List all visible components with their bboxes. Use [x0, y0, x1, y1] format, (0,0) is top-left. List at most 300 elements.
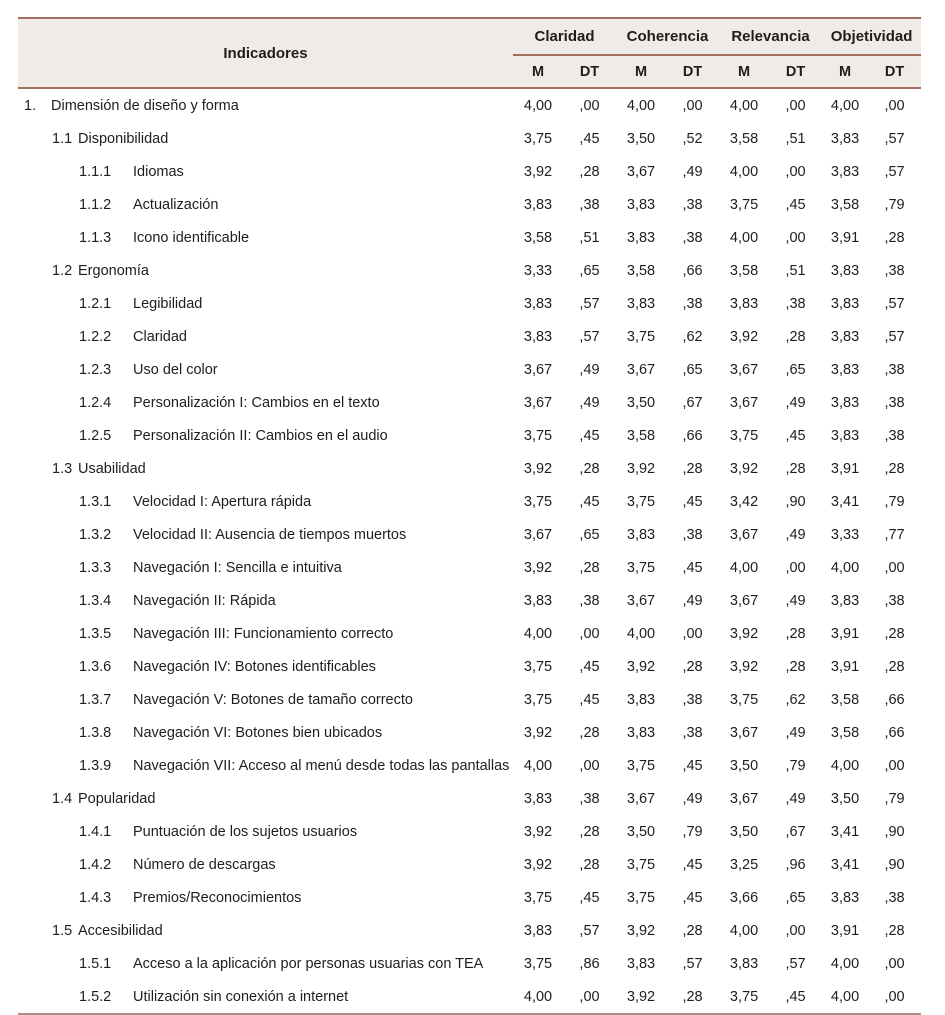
value-claridad-m: 4,00 [523, 625, 553, 642]
value-objetividad-dt: ,00 [884, 559, 905, 576]
value-relevancia-dt: ,67 [785, 823, 806, 840]
value-objetividad-dt: ,57 [884, 328, 905, 345]
value-relevancia-dt: ,51 [785, 130, 806, 147]
value-claridad-dt: ,45 [579, 691, 600, 708]
value-objetividad-dt: ,00 [884, 988, 905, 1005]
value-coherencia-m: 3,75 [626, 559, 656, 576]
value-claridad-dt: ,00 [579, 97, 600, 114]
value-claridad-m: 3,92 [523, 163, 553, 180]
indicator-code: 1.3.5 [79, 625, 112, 642]
value-objetividad-m: 3,91 [830, 625, 860, 642]
indicator-label-cell [18, 122, 513, 155]
value-coherencia-m: 3,67 [626, 361, 656, 378]
value-claridad-m: 3,75 [523, 658, 553, 675]
indicator-label-cell [18, 221, 513, 254]
category-row [18, 122, 921, 155]
value-coherencia-m: 3,92 [626, 988, 656, 1005]
indicator-row [18, 155, 921, 188]
indicator-label: Legibilidad [133, 295, 203, 312]
category-row [18, 914, 921, 947]
value-objetividad-m: 3,41 [830, 493, 860, 510]
value-relevancia-m: 4,00 [729, 229, 759, 246]
value-claridad-dt: ,38 [579, 196, 600, 213]
table-body [18, 88, 921, 1014]
value-relevancia-m: 3,92 [729, 658, 759, 675]
value-objetividad-m: 3,83 [830, 394, 860, 411]
value-claridad-m: 3,92 [523, 460, 553, 477]
value-relevancia-m: 3,67 [729, 361, 759, 378]
value-coherencia-dt: ,45 [682, 493, 703, 510]
indicator-row [18, 815, 921, 848]
value-relevancia-m: 4,00 [729, 922, 759, 939]
indicator-row [18, 617, 921, 650]
value-claridad-dt: ,00 [579, 757, 600, 774]
value-objetividad-m: 3,91 [830, 460, 860, 477]
indicator-label-cell [18, 155, 513, 188]
header-sub-dt: DT [666, 55, 719, 88]
indicator-label-cell [18, 980, 513, 1014]
indicator-code: 1.3.8 [79, 724, 112, 741]
value-claridad-m: 3,83 [523, 196, 553, 213]
value-objetividad-dt: ,00 [884, 955, 905, 972]
value-claridad-m: 3,83 [523, 790, 553, 807]
value-objetividad-dt: ,66 [884, 724, 905, 741]
value-relevancia-dt: ,00 [785, 559, 806, 576]
header-group-objetividad: Objetividad [822, 18, 921, 55]
value-claridad-dt: ,28 [579, 724, 600, 741]
value-coherencia-m: 3,83 [626, 526, 656, 543]
value-relevancia-m: 3,75 [729, 427, 759, 444]
value-objetividad-m: 3,41 [830, 856, 860, 873]
indicator-code: 1.3.7 [79, 691, 112, 708]
indicator-row [18, 584, 921, 617]
value-relevancia-m: 4,00 [729, 97, 759, 114]
header-sub-dt: DT [563, 55, 616, 88]
value-objetividad-m: 3,58 [830, 691, 860, 708]
value-claridad-m: 3,83 [523, 295, 553, 312]
value-coherencia-dt: ,38 [682, 691, 703, 708]
category-row [18, 452, 921, 485]
value-relevancia-dt: ,49 [785, 790, 806, 807]
value-relevancia-dt: ,28 [785, 328, 806, 345]
indicator-label: Navegación III: Funcionamiento correcto [133, 625, 394, 642]
indicator-row [18, 980, 921, 1014]
value-relevancia-m: 3,67 [729, 526, 759, 543]
indicator-code: 1.5.1 [79, 955, 112, 972]
value-coherencia-dt: ,28 [682, 658, 703, 675]
value-coherencia-m: 4,00 [626, 625, 656, 642]
value-coherencia-dt: ,45 [682, 889, 703, 906]
value-claridad-dt: ,57 [579, 922, 600, 939]
value-coherencia-dt: ,49 [682, 163, 703, 180]
value-objetividad-dt: ,28 [884, 625, 905, 642]
indicator-code: 1.3 [52, 460, 73, 477]
indicator-code: 1.2.3 [79, 361, 112, 378]
indicator-label: Dimensión de diseño y forma [51, 97, 239, 114]
indicator-row [18, 419, 921, 452]
indicator-code: 1.1.1 [79, 163, 112, 180]
value-coherencia-m: 3,67 [626, 790, 656, 807]
header-sub-m: M [616, 55, 666, 88]
value-coherencia-m: 3,83 [626, 295, 656, 312]
indicator-code: 1.1 [52, 130, 73, 147]
value-claridad-m: 4,00 [523, 97, 553, 114]
indicator-label: Acceso a la aplicación por personas usuarias con TEA [133, 955, 484, 972]
value-objetividad-m: 3,91 [830, 658, 860, 675]
value-claridad-dt: ,49 [579, 394, 600, 411]
value-coherencia-dt: ,45 [682, 757, 703, 774]
value-claridad-dt: ,38 [579, 790, 600, 807]
indicator-label-cell [18, 320, 513, 353]
value-relevancia-m: 4,00 [729, 163, 759, 180]
indicator-code: 1.3.2 [79, 526, 112, 543]
value-coherencia-m: 3,75 [626, 757, 656, 774]
value-claridad-dt: ,65 [579, 526, 600, 543]
value-objetividad-m: 3,83 [830, 361, 860, 378]
value-objetividad-dt: ,28 [884, 460, 905, 477]
value-relevancia-m: 3,42 [729, 493, 759, 510]
indicator-label-cell [18, 947, 513, 980]
value-claridad-m: 3,92 [523, 724, 553, 741]
value-relevancia-m: 3,92 [729, 625, 759, 642]
indicator-code: 1.4 [52, 790, 73, 807]
value-objetividad-m: 3,58 [830, 724, 860, 741]
indicator-row [18, 848, 921, 881]
value-relevancia-dt: ,38 [785, 295, 806, 312]
indicator-code: 1.2.4 [79, 394, 112, 411]
value-relevancia-dt: ,62 [785, 691, 806, 708]
indicator-label: Actualización [133, 196, 219, 213]
value-coherencia-m: 3,83 [626, 955, 656, 972]
indicator-label-cell [18, 485, 513, 518]
header-sub-m: M [513, 55, 563, 88]
indicator-row [18, 518, 921, 551]
indicator-label-cell [18, 386, 513, 419]
value-objetividad-dt: ,66 [884, 691, 905, 708]
header-sub-m: M [822, 55, 868, 88]
indicator-row [18, 188, 921, 221]
value-coherencia-dt: ,65 [682, 361, 703, 378]
header-sub-m: M [719, 55, 769, 88]
value-claridad-m: 3,92 [523, 559, 553, 576]
indicator-row [18, 353, 921, 386]
value-objetividad-dt: ,79 [884, 493, 905, 510]
value-relevancia-m: 3,75 [729, 988, 759, 1005]
value-coherencia-m: 3,83 [626, 691, 656, 708]
indicator-label: Uso del color [133, 361, 218, 378]
value-relevancia-dt: ,65 [785, 889, 806, 906]
value-relevancia-dt: ,49 [785, 526, 806, 543]
value-coherencia-dt: ,38 [682, 295, 703, 312]
indicator-label: Utilización sin conexión a internet [133, 988, 349, 1005]
value-coherencia-dt: ,45 [682, 856, 703, 873]
value-objetividad-m: 3,83 [830, 427, 860, 444]
value-relevancia-dt: ,28 [785, 460, 806, 477]
value-relevancia-dt: ,45 [785, 427, 806, 444]
value-coherencia-m: 3,92 [626, 658, 656, 675]
value-objetividad-dt: ,38 [884, 262, 905, 279]
value-objetividad-m: 3,83 [830, 328, 860, 345]
indicator-code: 1. [24, 97, 37, 114]
value-relevancia-dt: ,28 [785, 658, 806, 675]
indicator-code: 1.5.2 [79, 988, 112, 1005]
indicator-label: Navegación II: Rápida [133, 592, 276, 609]
table-header [18, 18, 921, 88]
value-coherencia-dt: ,28 [682, 460, 703, 477]
value-coherencia-m: 3,67 [626, 592, 656, 609]
value-claridad-dt: ,00 [579, 988, 600, 1005]
value-claridad-dt: ,49 [579, 361, 600, 378]
indicator-code: 1.5 [52, 922, 73, 939]
value-objetividad-dt: ,79 [884, 196, 905, 213]
indicator-label: Personalización I: Cambios en el texto [133, 394, 380, 411]
indicator-code: 1.4.2 [79, 856, 112, 873]
value-claridad-m: 4,00 [523, 757, 553, 774]
indicator-code: 1.2.2 [79, 328, 112, 345]
value-objetividad-m: 4,00 [830, 988, 860, 1005]
indicator-code: 1.3.6 [79, 658, 112, 675]
value-coherencia-m: 3,50 [626, 130, 656, 147]
value-objetividad-dt: ,90 [884, 823, 905, 840]
value-coherencia-m: 4,00 [626, 97, 656, 114]
value-relevancia-m: 3,67 [729, 394, 759, 411]
indicator-label-cell [18, 452, 513, 485]
value-coherencia-dt: ,67 [682, 394, 703, 411]
indicator-row [18, 881, 921, 914]
value-coherencia-dt: ,28 [682, 922, 703, 939]
indicator-label-cell [18, 749, 513, 782]
value-claridad-m: 3,83 [523, 592, 553, 609]
value-claridad-m: 3,75 [523, 955, 553, 972]
indicator-label: Navegación I: Sencilla e intuitiva [133, 559, 342, 576]
value-objetividad-m: 3,83 [830, 592, 860, 609]
indicator-label: Navegación V: Botones de tamaño correcto [133, 691, 413, 708]
header-sub-dt: DT [769, 55, 822, 88]
value-claridad-m: 3,33 [523, 262, 553, 279]
value-objetividad-dt: ,38 [884, 889, 905, 906]
value-claridad-m: 3,83 [523, 328, 553, 345]
value-objetividad-dt: ,57 [884, 163, 905, 180]
value-claridad-m: 3,92 [523, 856, 553, 873]
value-claridad-m: 3,58 [523, 229, 553, 246]
value-claridad-m: 3,75 [523, 493, 553, 510]
indicator-code: 1.3.9 [79, 757, 112, 774]
value-coherencia-dt: ,38 [682, 526, 703, 543]
value-relevancia-m: 3,66 [729, 889, 759, 906]
value-claridad-m: 3,75 [523, 889, 553, 906]
value-objetividad-m: 4,00 [830, 97, 860, 114]
indicator-code: 1.4.1 [79, 823, 112, 840]
value-relevancia-m: 3,58 [729, 130, 759, 147]
indicator-row [18, 386, 921, 419]
indicator-row [18, 221, 921, 254]
header-group-coherencia: Coherencia [616, 18, 719, 55]
value-claridad-dt: ,28 [579, 559, 600, 576]
value-objetividad-m: 3,41 [830, 823, 860, 840]
indicator-row [18, 320, 921, 353]
indicator-code: 1.4.3 [79, 889, 112, 906]
value-objetividad-dt: ,90 [884, 856, 905, 873]
value-claridad-m: 3,75 [523, 130, 553, 147]
indicator-label: Puntuación de los sujetos usuarios [133, 823, 358, 840]
value-claridad-m: 3,67 [523, 394, 553, 411]
value-coherencia-dt: ,79 [682, 823, 703, 840]
indicator-label-cell [18, 518, 513, 551]
value-coherencia-m: 3,75 [626, 889, 656, 906]
value-relevancia-dt: ,65 [785, 361, 806, 378]
value-objetividad-m: 3,33 [830, 526, 860, 543]
value-objetividad-dt: ,00 [884, 757, 905, 774]
indicator-label: Claridad [133, 328, 187, 345]
category-row [18, 782, 921, 815]
indicator-label: Premios/Reconocimientos [133, 889, 302, 906]
indicator-code: 1.3.4 [79, 592, 112, 609]
value-claridad-dt: ,65 [579, 262, 600, 279]
indicator-label-cell [18, 848, 513, 881]
value-coherencia-dt: ,45 [682, 559, 703, 576]
value-claridad-dt: ,38 [579, 592, 600, 609]
value-coherencia-m: 3,50 [626, 823, 656, 840]
value-relevancia-dt: ,79 [785, 757, 806, 774]
value-claridad-dt: ,28 [579, 856, 600, 873]
value-relevancia-dt: ,90 [785, 493, 806, 510]
value-relevancia-m: 3,25 [729, 856, 759, 873]
value-relevancia-m: 3,75 [729, 691, 759, 708]
value-coherencia-dt: ,49 [682, 790, 703, 807]
value-coherencia-dt: ,52 [682, 130, 703, 147]
value-objetividad-m: 4,00 [830, 955, 860, 972]
header-group-relevancia: Relevancia [719, 18, 822, 55]
indicator-label-cell [18, 881, 513, 914]
value-objetividad-dt: ,38 [884, 427, 905, 444]
indicator-label: Popularidad [78, 790, 156, 807]
value-relevancia-m: 3,83 [729, 955, 759, 972]
value-objetividad-dt: ,57 [884, 295, 905, 312]
value-objetividad-dt: ,28 [884, 922, 905, 939]
value-objetividad-m: 3,83 [830, 295, 860, 312]
indicator-label: Personalización II: Cambios en el audio [133, 427, 388, 444]
value-coherencia-m: 3,75 [626, 856, 656, 873]
value-objetividad-dt: ,38 [884, 592, 905, 609]
indicator-label: Navegación VI: Botones bien ubicados [133, 724, 383, 741]
indicator-label-cell [18, 287, 513, 320]
value-relevancia-m: 3,92 [729, 460, 759, 477]
value-coherencia-dt: ,38 [682, 196, 703, 213]
value-relevancia-m: 3,92 [729, 328, 759, 345]
indicator-label-cell [18, 419, 513, 452]
indicator-label-cell [18, 650, 513, 683]
indicator-label: Velocidad I: Apertura rápida [133, 493, 312, 510]
value-relevancia-m: 3,58 [729, 262, 759, 279]
value-coherencia-dt: ,38 [682, 229, 703, 246]
value-relevancia-m: 4,00 [729, 559, 759, 576]
value-claridad-dt: ,45 [579, 493, 600, 510]
value-relevancia-m: 3,50 [729, 757, 759, 774]
indicator-label-cell [18, 617, 513, 650]
value-coherencia-dt: ,66 [682, 427, 703, 444]
value-claridad-m: 3,67 [523, 526, 553, 543]
indicator-row [18, 716, 921, 749]
dimension-row [18, 88, 921, 122]
value-relevancia-dt: ,45 [785, 196, 806, 213]
value-objetividad-dt: ,38 [884, 361, 905, 378]
value-coherencia-m: 3,75 [626, 328, 656, 345]
indicator-label: Disponibilidad [78, 130, 169, 147]
value-relevancia-m: 3,75 [729, 196, 759, 213]
value-claridad-m: 3,92 [523, 823, 553, 840]
value-claridad-m: 3,67 [523, 361, 553, 378]
value-coherencia-dt: ,49 [682, 592, 703, 609]
indicator-label-cell [18, 815, 513, 848]
value-relevancia-dt: ,49 [785, 592, 806, 609]
indicator-row [18, 287, 921, 320]
value-relevancia-dt: ,45 [785, 988, 806, 1005]
indicators-table-container [18, 17, 921, 1015]
indicators-table [18, 17, 921, 1015]
value-claridad-dt: ,28 [579, 823, 600, 840]
indicator-label-cell [18, 782, 513, 815]
value-objetividad-dt: ,79 [884, 790, 905, 807]
indicator-code: 1.2.5 [79, 427, 112, 444]
value-objetividad-m: 3,83 [830, 130, 860, 147]
value-coherencia-m: 3,83 [626, 724, 656, 741]
value-relevancia-dt: ,51 [785, 262, 806, 279]
value-objetividad-m: 3,50 [830, 790, 860, 807]
value-coherencia-m: 3,58 [626, 262, 656, 279]
value-coherencia-m: 3,58 [626, 427, 656, 444]
value-claridad-dt: ,57 [579, 328, 600, 345]
value-objetividad-dt: ,38 [884, 394, 905, 411]
value-objetividad-m: 3,83 [830, 163, 860, 180]
value-objetividad-dt: ,77 [884, 526, 905, 543]
category-row [18, 254, 921, 287]
value-claridad-dt: ,45 [579, 889, 600, 906]
value-objetividad-m: 3,83 [830, 262, 860, 279]
value-claridad-m: 3,75 [523, 427, 553, 444]
value-relevancia-dt: ,00 [785, 97, 806, 114]
indicator-code: 1.2 [52, 262, 73, 279]
value-claridad-dt: ,51 [579, 229, 600, 246]
indicator-label-cell [18, 716, 513, 749]
value-relevancia-m: 3,67 [729, 592, 759, 609]
value-claridad-m: 4,00 [523, 988, 553, 1005]
value-objetividad-m: 4,00 [830, 757, 860, 774]
value-claridad-dt: ,45 [579, 130, 600, 147]
value-claridad-dt: ,45 [579, 658, 600, 675]
indicator-label: Velocidad II: Ausencia de tiempos muertos [133, 526, 407, 543]
value-claridad-m: 3,83 [523, 922, 553, 939]
value-relevancia-dt: ,00 [785, 922, 806, 939]
value-relevancia-m: 3,50 [729, 823, 759, 840]
value-objetividad-m: 3,91 [830, 229, 860, 246]
indicator-row [18, 551, 921, 584]
value-relevancia-dt: ,00 [785, 229, 806, 246]
indicator-label: Idiomas [133, 163, 184, 180]
indicator-label-cell [18, 254, 513, 287]
value-relevancia-dt: ,96 [785, 856, 806, 873]
value-claridad-dt: ,57 [579, 295, 600, 312]
value-coherencia-dt: ,00 [682, 625, 703, 642]
value-relevancia-m: 3,67 [729, 724, 759, 741]
indicator-label-cell [18, 551, 513, 584]
value-claridad-dt: ,28 [579, 163, 600, 180]
indicator-label-cell [18, 683, 513, 716]
value-relevancia-dt: ,28 [785, 625, 806, 642]
value-relevancia-dt: ,49 [785, 724, 806, 741]
header-sub-dt: DT [868, 55, 921, 88]
indicator-row [18, 947, 921, 980]
value-coherencia-m: 3,83 [626, 229, 656, 246]
